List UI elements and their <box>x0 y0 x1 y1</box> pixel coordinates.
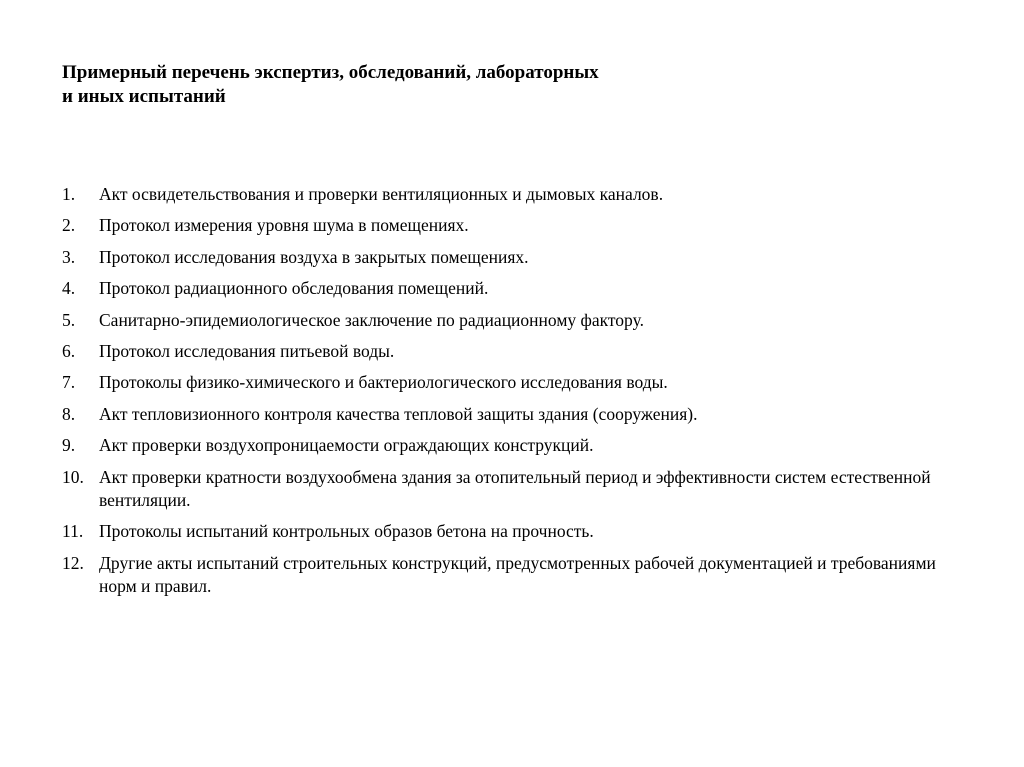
list-item <box>0 552 1024 599</box>
list-item-number: 5. <box>62 309 76 330</box>
list-item-text: Акт освидетельствования и проверки вентиляционных и дымовых каналов. <box>99 184 664 204</box>
list-item <box>0 183 1024 207</box>
list-item <box>0 434 1024 458</box>
list-item-text: Протокол радиационного обследования помещений. <box>99 278 489 299</box>
list-item-number: 12. <box>62 552 84 573</box>
list-item <box>0 403 1024 427</box>
list-item <box>0 520 1024 544</box>
list-item-text: Акт проверки воздухопроницаемости ограждающих конструкций. <box>99 435 594 456</box>
list-item <box>0 371 1024 395</box>
list-item <box>0 309 1024 333</box>
list-item-text: Протокол исследования воздуха в закрытых помещениях. <box>99 246 529 267</box>
page-title <box>62 61 962 109</box>
list-item-text: Протокол измерения уровня шума в помещениях. <box>99 215 469 236</box>
list-item <box>0 214 1024 238</box>
list-item-number: 11. <box>62 521 84 542</box>
list-item <box>0 340 1024 364</box>
list-item <box>0 277 1024 301</box>
list-item-number: 10. <box>62 466 84 487</box>
list-item-number: 9. <box>62 435 76 456</box>
list-item-text: Акт проверки кратности воздухообмена здания за отопительный период и эффективности систем естественной вентиляции. <box>99 466 931 511</box>
list-item-text: Протоколы испытаний контрольных образов бетона на прочность. <box>99 521 594 542</box>
list-item <box>0 246 1024 270</box>
list-item-number: 8. <box>62 403 76 424</box>
title-line-2: и иных испытаний <box>62 86 226 107</box>
list-item-text: Другие акты испытаний строительных конструкций, предусмотренных рабочей документацией и требованиями норм и правил. <box>99 552 936 597</box>
list-item-number: 6. <box>62 340 76 361</box>
title-line-1: Примерный перечень экспертиз, обследований, лабораторных <box>62 62 599 83</box>
list-item-text: Акт тепловизионного контроля качества тепловой защиты здания (сооружения). <box>99 403 698 424</box>
list-item-text: Протокол исследования питьевой воды. <box>99 340 395 361</box>
inspection-list <box>0 183 1024 607</box>
list-item-number: 3. <box>62 246 76 267</box>
list-item-number: 1. <box>62 184 76 204</box>
list-item-text: Протоколы физико-химического и бактериологического исследования воды. <box>99 372 668 393</box>
list-item-number: 4. <box>62 278 76 299</box>
list-item-number: 7. <box>62 372 76 393</box>
list-item-number: 2. <box>62 215 76 236</box>
list-item <box>0 466 1024 513</box>
list-item-text: Санитарно-эпидемиологическое заключение по радиационному фактору. <box>99 309 644 330</box>
